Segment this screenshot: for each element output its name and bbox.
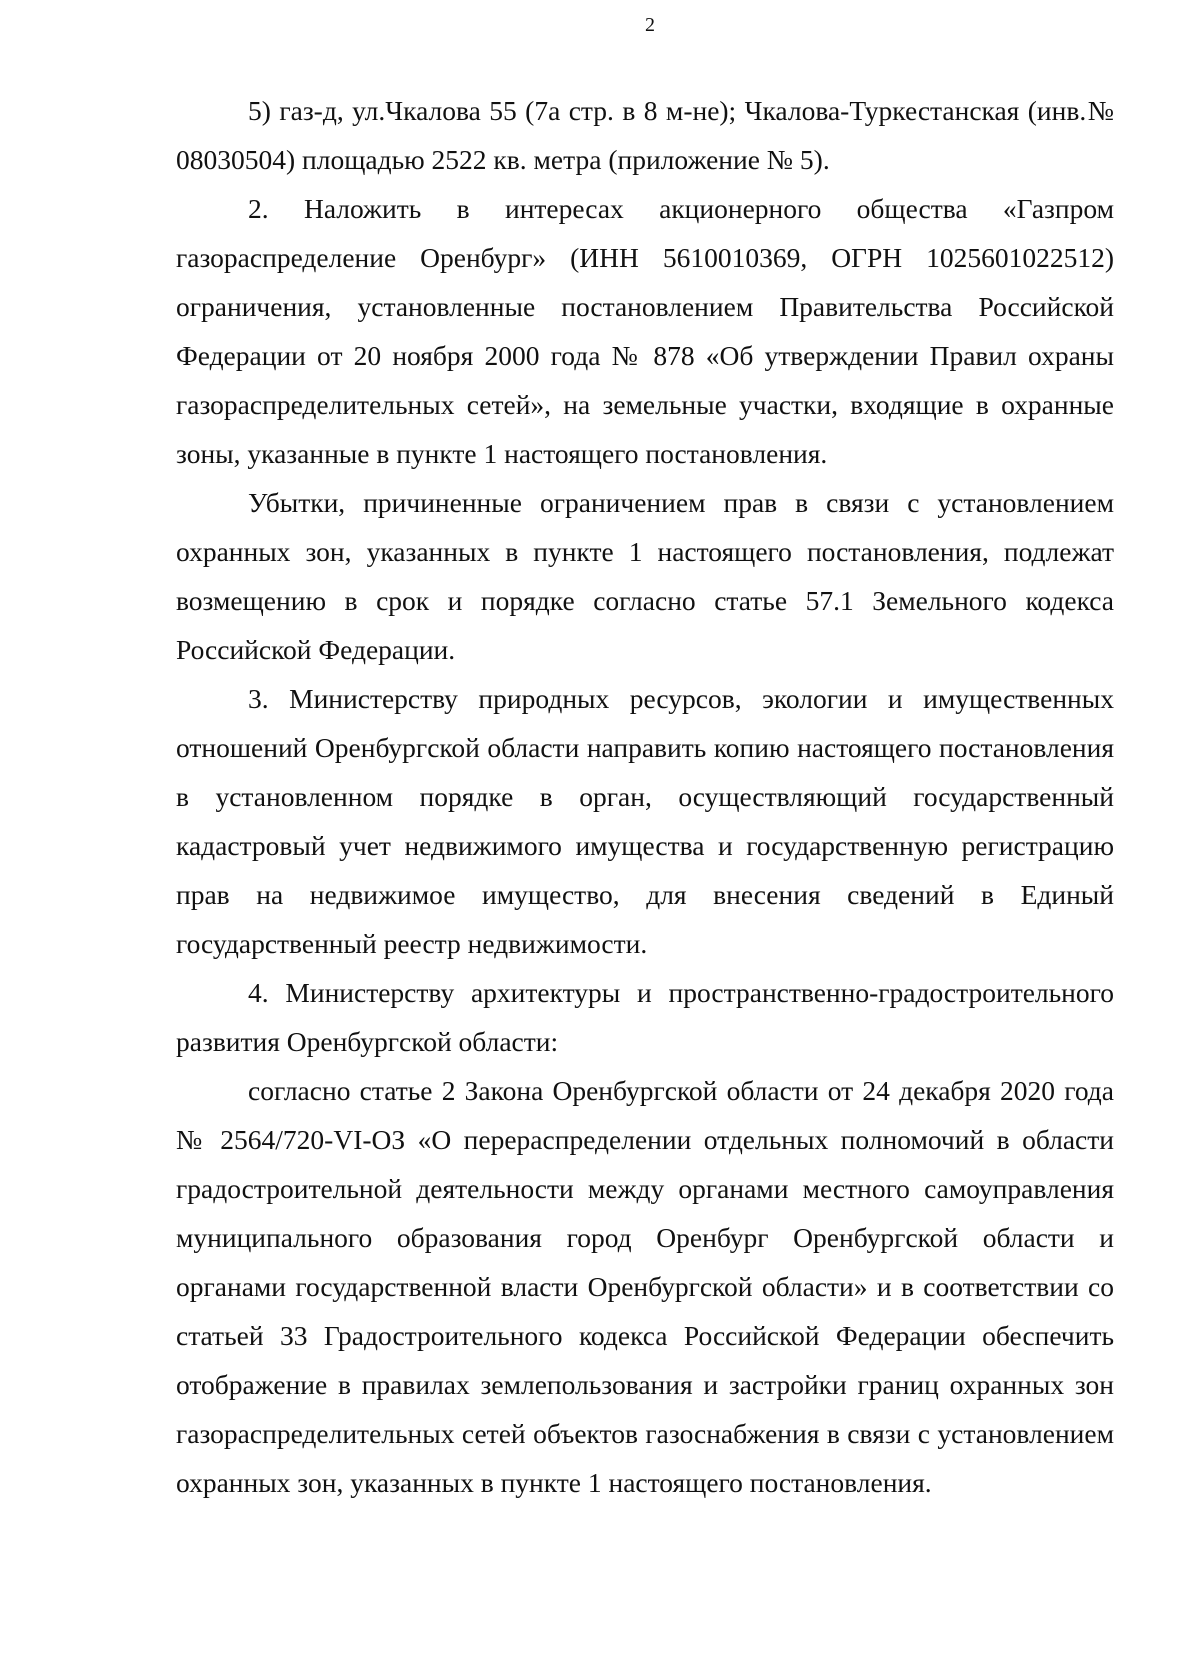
paragraph-damages: Убытки, причиненные ограничением прав в связи с установлением охранных зон, указанных в пункте 1 настоящего постановления, подлежат возмещению в срок и порядке согласно статье 57.1 Земельного кодекса Российской Федерации.: [176, 487, 1114, 665]
paragraph-section-4: 4. Министерству архитектуры и пространственно-градостроительного развития Оренбургской области:: [176, 977, 1114, 1057]
paragraph-section-4-detail: согласно статье 2 Закона Оренбургской области от 24 декабря 2020 года № 2564/720-VI-ОЗ «О перераспределении отдельных полномочий в области градостроительной деятельности между органами местного самоуправления муниципального образования город Оренбург Оренбургской области и органами государственной власти Оренбургской области» и в соответствии со статьей 33 Градостроительного кодекса Российской Федерации обеспечить отображение в правилах землепользования и застройки границ охранных зон газораспределительных сетей объектов газоснабжения в связи с установлением охранных зон, указанных в пункте 1 настоящего постановления.: [176, 1075, 1114, 1498]
paragraph-item-5: 5) газ-д, ул.Чкалова 55 (7а стр. в 8 м-не); Чкалова-Туркестанская (инв.№ 08030504) площадью 2522 кв. метра (приложение № 5).: [176, 95, 1114, 175]
paragraph-section-3: 3. Министерству природных ресурсов, экологии и имущественных отношений Оренбургской области направить копию настоящего постановления в установленном порядке в орган, осуществляющий государственный кадастровый учет недвижимого имущества и государственную регистрацию прав на недвижимое имущество, для внесения сведений в Единый государственный реестр недвижимости.: [176, 683, 1114, 959]
page-number: 2: [645, 14, 655, 36]
document-body: [176, 86, 1114, 1507]
paragraph-section-2: 2. Наложить в интересах акционерного общества «Газпром газораспределение Оренбург» (ИНН 5610010369, ОГРН 1025601022512) ограничения, установленные постановлением Правительства Российской Федерации от 20 ноября 2000 года № 878 «Об утверждении Правил охраны газораспределительных сетей», на земельные участки, входящие в охранные зоны, указанные в пункте 1 настоящего постановления.: [176, 193, 1114, 469]
